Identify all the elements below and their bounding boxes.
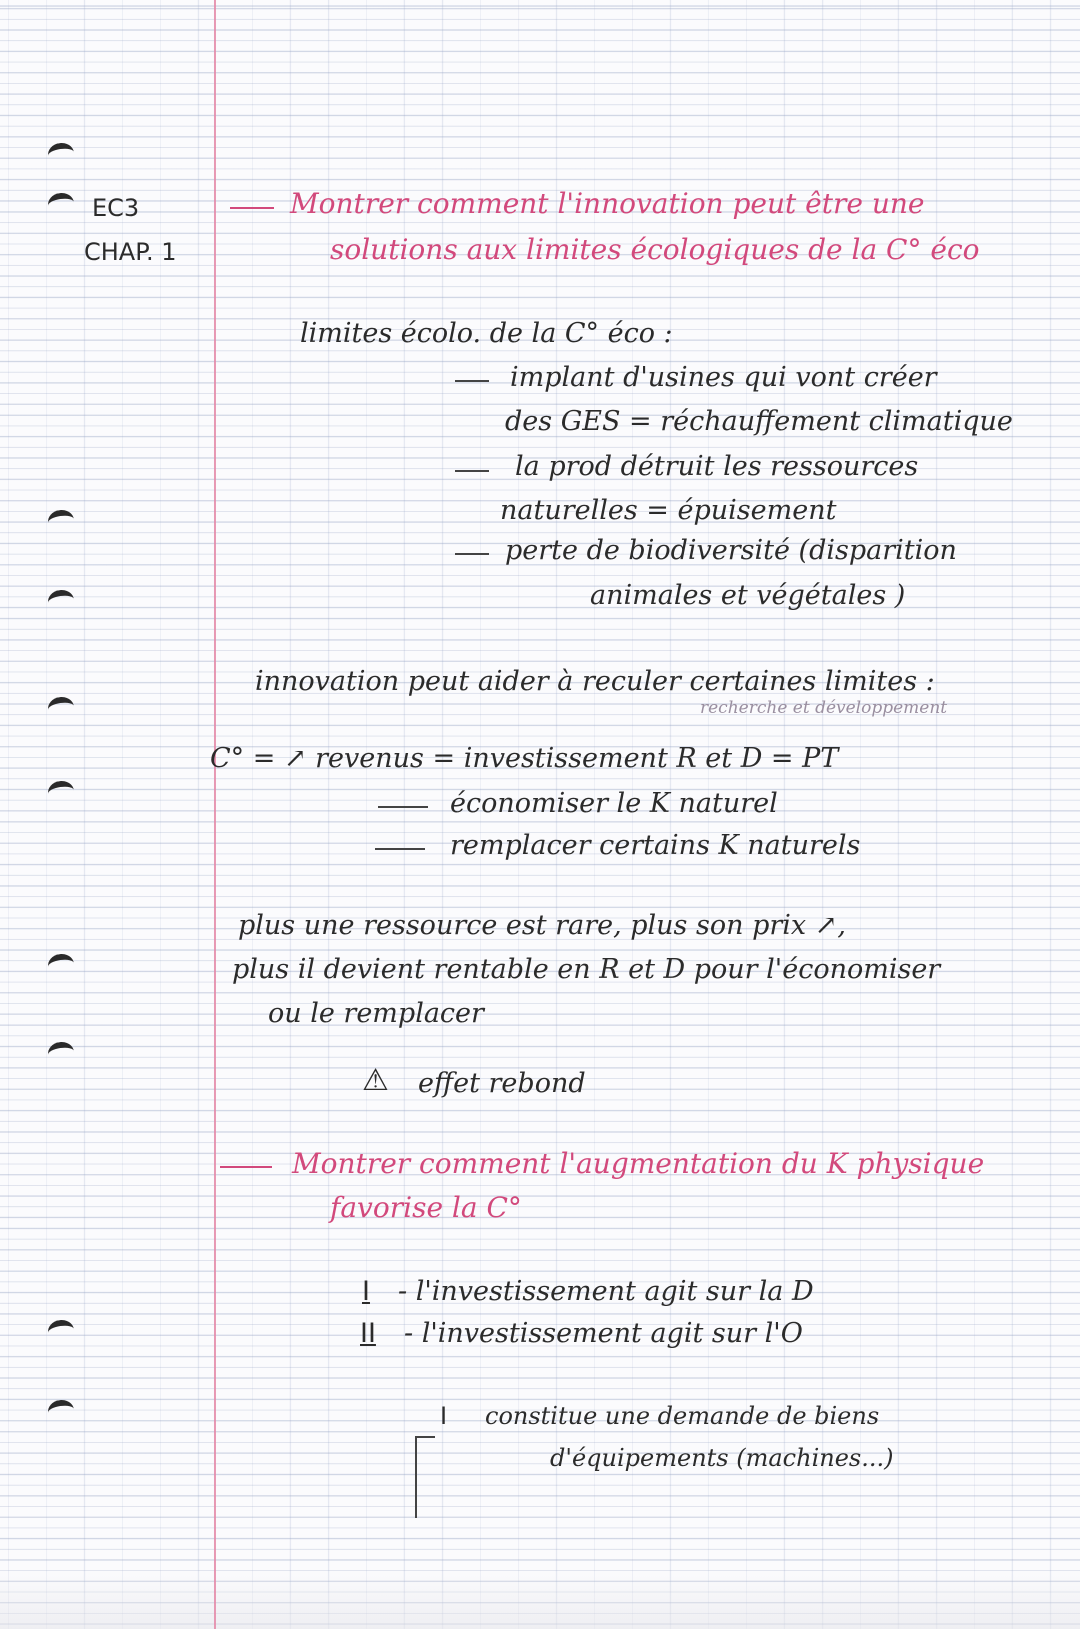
part-2-number: II (360, 1318, 376, 1349)
arrow-icon (378, 806, 428, 808)
arrow-icon (230, 207, 274, 209)
warning-icon: ⚠ (362, 1063, 389, 1098)
part-2-text: - l'investissement agit sur l'O (404, 1318, 803, 1349)
price-line-3: ou le remplacer (268, 998, 484, 1029)
innovation-point-2: remplacer certains K naturels (450, 830, 861, 861)
sub-line-2: d'équipements (machines...) (550, 1444, 894, 1472)
arrow-icon (455, 553, 489, 555)
warning-text: effet rebond (418, 1068, 586, 1099)
price-line-2: plus il devient rentable en R et D pour l'économiser (232, 954, 941, 985)
section1-title-line1: Montrer comment l'innovation peut être une (290, 187, 925, 220)
price-line-1: plus une ressource est rare, plus son prix ↗, (238, 910, 846, 941)
limit-item-1-line1: implant d'usines qui vont créer (510, 362, 937, 393)
part-1-number: I (362, 1276, 370, 1307)
margin-line (214, 0, 216, 1629)
arrow-icon (375, 848, 425, 850)
chapter-label: CHAP. 1 (84, 238, 177, 266)
limit-item-3-line1: perte de biodiversité (disparition (505, 535, 957, 566)
innovation-line: innovation peut aider à reculer certaines limites : (255, 666, 935, 697)
sub-line-1: constitue une demande de biens (485, 1402, 880, 1430)
section1-title-line2: solutions aux limites écologiques de la C° éco (330, 233, 980, 266)
section2-title-line1: Montrer comment l'augmentation du K physique (292, 1147, 985, 1180)
limit-item-3-line2: animales et végétales ) (590, 580, 906, 611)
course-label: EC3 (92, 194, 140, 222)
section2-title-line2: favorise la C° (330, 1191, 522, 1224)
innovation-equation: C° = ↗ revenus = investissement R et D = PT (210, 743, 839, 774)
innovation-point-1: économiser le K naturel (450, 788, 778, 819)
arrow-icon (455, 380, 489, 382)
limit-item-1-line2: des GES = réchauffement climatique (505, 406, 1013, 437)
limits-heading: limites écolo. de la C° éco : (300, 318, 673, 349)
limit-item-2-line1: la prod détruit les ressources (515, 451, 919, 482)
limit-item-2-line2: naturelles = épuisement (500, 495, 837, 526)
bracket (415, 1436, 435, 1518)
arrow-icon (455, 470, 489, 472)
sub-number: I (440, 1402, 448, 1430)
rd-note: recherche et développement (700, 698, 948, 718)
arrow-icon (220, 1166, 272, 1168)
part-1-text: - l'investissement agit sur la D (398, 1276, 814, 1307)
